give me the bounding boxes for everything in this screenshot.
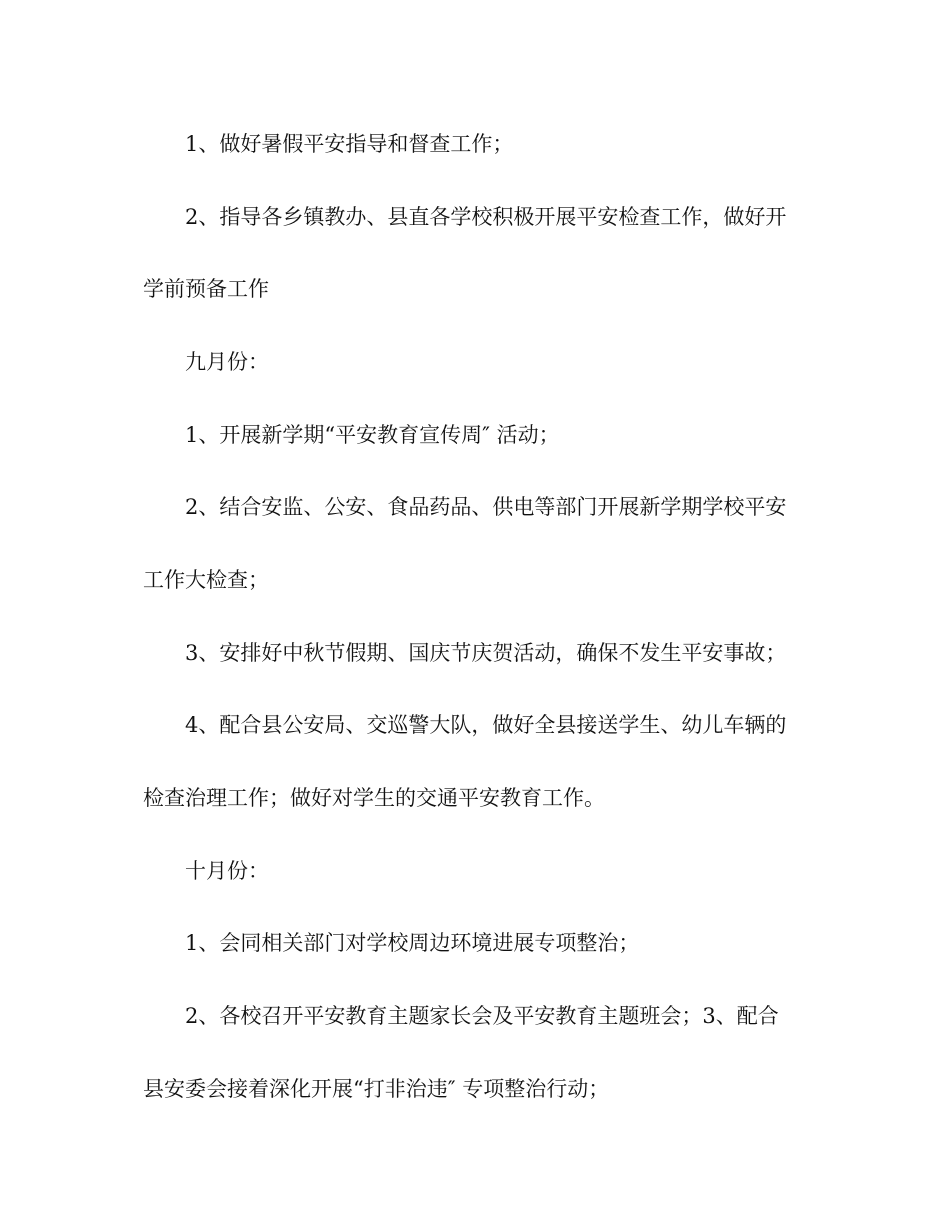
paragraph-line: 检查治理工作；做好对学生的交通平安教育工作。 xyxy=(143,786,605,810)
paragraph-line: 1、做好暑假平安指导和督查工作； xyxy=(185,132,514,156)
paragraph-line: 1、开展新学期“平安教育宣传周″ 活动； xyxy=(185,423,560,447)
paragraph-line: 学前预备工作 xyxy=(143,277,269,301)
paragraph-line: 3、安排好中秋节假期、国庆节庆贺活动，确保不发生平安事故； xyxy=(185,641,787,665)
paragraph-line: 1、会同相关部门对学校周边环境进展专项整治； xyxy=(185,931,640,955)
paragraph-line: 工作大检查； xyxy=(143,568,269,592)
paragraph-line: 2、各校召开平安教育主题家长会及平安教育主题班会；3、配合 xyxy=(185,1004,779,1028)
paragraph-line: 4、配合县公安局、交巡警大队，做好全县接送学生、幼儿车辆的 xyxy=(185,713,787,737)
paragraph-line: 县安委会接着深化开展“打非治违″ 专项整治行动； xyxy=(143,1077,610,1101)
section-heading-october: 十月份： xyxy=(185,859,269,883)
section-heading-september: 九月份： xyxy=(185,350,269,374)
paragraph-line: 2、结合安监、公安、食品药品、供电等部门开展新学期学校平安 xyxy=(185,495,787,519)
paragraph-line: 2、指导各乡镇教办、县直各学校积极开展平安检查工作，做好开 xyxy=(185,205,787,229)
